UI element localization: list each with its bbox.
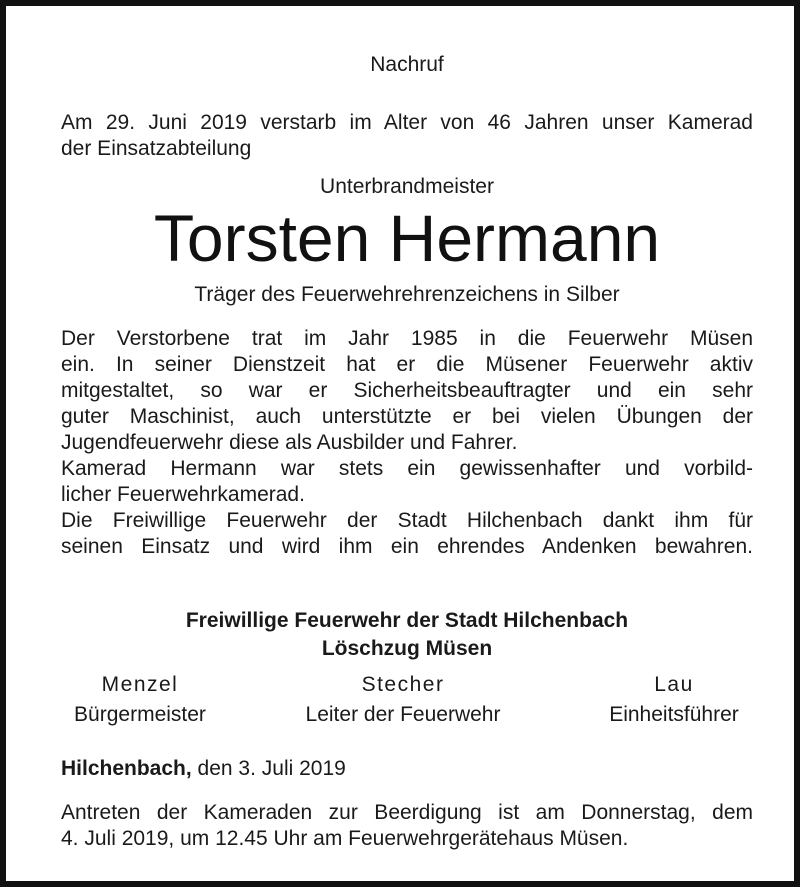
signatory-name: Stecher (361, 673, 445, 696)
notice-date: den 3. Juli 2019 (197, 757, 346, 780)
body-line: guter Maschinist, auch unterstützte er bei vielen Übungen der (61, 405, 753, 428)
body-line: Der Verstorbene trat im Jahr 1985 in die Feuerwehr Müsen (61, 327, 753, 350)
funeral-line: Antreten der Kameraden zur Beerdigung ist am Donnerstag, dem (61, 801, 753, 824)
signatory (285, 670, 521, 730)
signatory-title: Einheitsführer (609, 703, 739, 726)
signatory-name: Menzel (101, 673, 179, 696)
signatory-title: Leiter der Feuerwehr (305, 703, 501, 726)
body-line: Kamerad Hermann war stets ein gewissenhafter und vorbild- (61, 457, 753, 480)
place-name: Hilchenbach, (61, 757, 192, 780)
organization-name: Freiwillige Feuerwehr der Stadt Hilchenbach (185, 609, 629, 632)
body-line: licher Feuerwehrkamerad. (61, 483, 305, 506)
honor-label: Träger des Feuerwehrehrenzeichens in Silber (194, 283, 620, 306)
intro-line: Am 29. Juni 2019 verstarb im Alter von 46 Jahren unser Kamerad (61, 111, 753, 134)
body-line: Jugendfeuerwehr diese als Ausbilder und Fahrer. (61, 431, 518, 454)
funeral-line: 4. Juli 2019, um 12.45 Uhr am Feuerwehrgerätehaus Müsen. (61, 827, 629, 850)
body-line: mitgestaltet, so war er Sicherheitsbeauftragter und ein sehr (61, 379, 753, 402)
rank-label: Unterbrandmeister (320, 175, 494, 198)
unit-name: Löschzug Müsen (321, 637, 493, 660)
deceased-name: Torsten Hermann (153, 201, 661, 275)
place-date (61, 756, 753, 782)
signatory (595, 670, 753, 730)
signatory (61, 670, 219, 730)
intro-line: der Einsatzabteilung (61, 137, 252, 160)
body-line: seinen Einsatz und wird ihm ein ehrendes Andenken bewahren. (61, 535, 753, 558)
body-line: Die Freiwillige Feuerwehr der Stadt Hilchenbach dankt ihm für (61, 509, 753, 532)
notice-heading: Nachruf (370, 53, 444, 76)
signatory-name: Lau (654, 673, 694, 696)
signatory-title: Bürgermeister (74, 703, 206, 726)
body-line: ein. In seiner Dienstzeit hat er die Müsener Feuerwehr aktiv (61, 353, 753, 376)
